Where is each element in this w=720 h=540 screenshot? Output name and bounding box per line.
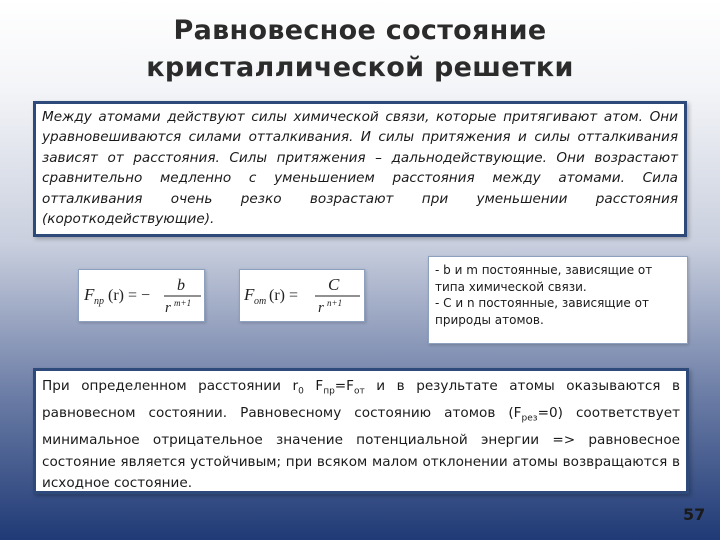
frez-subscript: рез [521, 413, 538, 424]
formula2-denominator: r [318, 300, 324, 316]
formula1-arg: (r) = − [108, 287, 151, 304]
fpr-subscript: пр [323, 386, 335, 397]
formula1-lhs: F [84, 285, 95, 304]
note-line: типа химической связи. [435, 279, 587, 294]
attraction-force-formula [78, 269, 205, 322]
formula2-exponent: n+1 [327, 298, 343, 308]
repulsion-force-formula [239, 269, 365, 322]
conclusion-part2: F [303, 378, 324, 394]
fot-subscript: от [354, 386, 365, 397]
slide-title: Равновесное состояние кристаллической решетки [146, 15, 574, 83]
constants-notes-box [428, 256, 688, 344]
formula2-arg: (r) = [269, 287, 299, 304]
note-line: - b и m постоянные, зависящие от [435, 263, 653, 277]
formula2-lhs: F [244, 285, 255, 304]
r0-subscript: 0 [298, 386, 304, 397]
conclusion-part1: При определенном расстоянии r [42, 378, 299, 394]
formula1-sub: пр [94, 296, 104, 307]
formula2-numerator: C [328, 275, 340, 294]
conclusion-part5: =0) соответствует минимальное отрицательное значение потенциальной энергии => равновесное состояние является устойчивым; при всяком малом отклонении атомы возвращаются в исходное состояние. [42, 405, 681, 492]
conclusion-part3: =F [334, 378, 355, 394]
intro-text: Между атомами действуют силы химической связи, которые притягивают атом. Они уравновешиваются силами отталкивания. И силы притяжения и силы отталкивания зависят от расстояния. Силы притяжения – дальнодействующие. Они возрастают сравнительно медленно с уменьшением расстояния между атомами. Сила отталкивания очень резко возрастают при уменьшении расстояния (короткодействующие). [42, 109, 678, 228]
note-line: природы атомов. [435, 312, 544, 327]
intro-text-box [33, 101, 687, 237]
conclusion-text-box [33, 368, 689, 494]
formula2-sub: от [254, 296, 267, 307]
note-line: - С и n постоянные, зависящие от [435, 296, 649, 310]
page-number: 57 [683, 505, 706, 524]
formula1-numerator: b [177, 277, 185, 294]
formula1-denominator: r [165, 300, 171, 316]
conclusion-part4: и в результате атомы оказываются в равновесном состоянии. Равновесному состоянию атомов (F [42, 378, 681, 422]
formula1-exponent: m+1 [174, 298, 192, 308]
